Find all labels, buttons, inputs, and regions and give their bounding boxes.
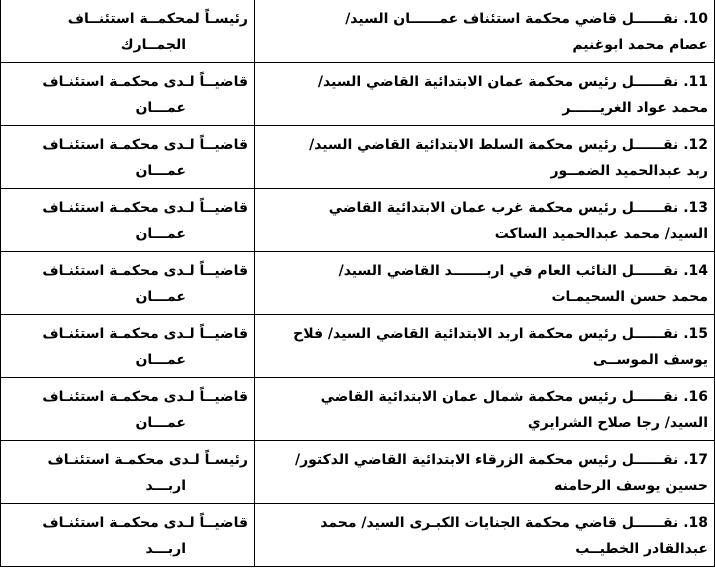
court-location: عمـــان bbox=[135, 352, 186, 368]
new-position: قاضيــاً لـدى محكمـة استئنـاف bbox=[42, 263, 248, 279]
transfer-description-line: 16. نقــــــل رئيس محكمة شمال عمان الابتدائية القاضي bbox=[320, 389, 708, 405]
transfer-description-line: 12. نقــــــل رئيس محكمة السلط الابتدائية القاضي السيد/ bbox=[309, 137, 708, 153]
judge-name: حسين يوسف الرحامنه bbox=[554, 478, 708, 494]
new-position: قاضيــاً لـدى محكمـة استئنـاف bbox=[42, 74, 248, 90]
transfer-description-line: 10. نقــــــل قاضي محكمة استئناف عمــــــان السيد/ bbox=[345, 11, 708, 27]
table-row bbox=[1, 441, 715, 504]
transfer-description-line: 11. نقــــــل رئيس محكمة عمان الابتدائية القاضي السيد/ bbox=[317, 74, 708, 90]
new-position: قاضيــاً لـدى محكمـة استئنـاف bbox=[42, 200, 248, 216]
new-position: قاضيــاً لـدى محكمـة استئنـاف bbox=[42, 137, 248, 153]
transfer-description-cell bbox=[255, 504, 715, 567]
new-position-cell bbox=[1, 315, 255, 378]
table-row bbox=[1, 315, 715, 378]
court-location: عمـــان bbox=[135, 163, 186, 179]
item-number: 18. bbox=[683, 515, 708, 531]
transfer-description-line: 14. نقــــــل النائب العام في اربـــــــد القاضي السيد/ bbox=[338, 263, 708, 279]
new-position-cell bbox=[1, 504, 255, 567]
transfer-description-cell bbox=[255, 252, 715, 315]
item-number: 16. bbox=[683, 389, 708, 405]
judge-name: يوسف الموســى bbox=[592, 352, 708, 368]
court-location: عمـــان bbox=[135, 226, 186, 242]
transfer-description-line: 18. نقــــــل قاضي محكمة الجنايات الكبـرى السيد/ محمد bbox=[320, 515, 708, 531]
item-number: 17. bbox=[683, 452, 708, 468]
item-number: 13. bbox=[683, 200, 708, 216]
item-number: 11. bbox=[683, 74, 708, 90]
new-position: قاضيــاً لـدى محكمـة استئنـاف bbox=[42, 389, 248, 405]
new-position: رئيسـاً لـدى محكمـة استئنـاف bbox=[47, 452, 248, 468]
judge-name: السيد/ رجا صلاح الشرايري bbox=[527, 415, 708, 431]
court-location: عمـــان bbox=[135, 289, 186, 305]
new-position-cell bbox=[1, 378, 255, 441]
table-row bbox=[1, 63, 715, 126]
transfer-description-cell bbox=[255, 126, 715, 189]
new-position-cell bbox=[1, 252, 255, 315]
transfer-description-cell bbox=[255, 315, 715, 378]
item-number: 12. bbox=[683, 137, 708, 153]
court-location: اربـــد bbox=[145, 478, 186, 494]
court-location: عمـــان bbox=[135, 415, 186, 431]
new-position: رئيسـاً لمحكمــة استئنــاف bbox=[67, 11, 248, 27]
new-position: قاضيــاً لـدى محكمـة استئنـاف bbox=[42, 326, 248, 342]
judge-name: عبدالقادر الخطيــب bbox=[575, 541, 708, 557]
court-location: اربـــد bbox=[145, 541, 186, 557]
table-row bbox=[1, 378, 715, 441]
judge-name: ربد عبدالحميد الضمــور bbox=[550, 163, 708, 179]
transfer-description-cell bbox=[255, 63, 715, 126]
new-position-cell bbox=[1, 189, 255, 252]
item-number: 15. bbox=[683, 326, 708, 342]
table-row bbox=[1, 252, 715, 315]
table-row bbox=[1, 189, 715, 252]
new-position-cell bbox=[1, 126, 255, 189]
item-number: 14. bbox=[683, 263, 708, 279]
transfer-description-line: 13. نقــــــل رئيس محكمة غرب عمان الابتدائية القاضي bbox=[328, 200, 708, 216]
court-location: عمـــان bbox=[135, 100, 186, 116]
new-position: قاضيــاً لـدى محكمـة استئنـاف bbox=[42, 515, 248, 531]
transfer-description-line: 17. نقــــــل رئيس محكمة الزرقاء الابتدائية القاضي الدكتور/ bbox=[294, 452, 708, 468]
judge-name: عصام محمد ابوغنيم bbox=[572, 37, 708, 53]
new-position-cell bbox=[1, 0, 255, 63]
item-number: 10. bbox=[683, 11, 708, 27]
transfer-description-cell bbox=[255, 378, 715, 441]
judge-name: محمد حسن السحيمـات bbox=[551, 289, 708, 305]
table-row bbox=[1, 0, 715, 63]
judge-name: السيد/ محمد عبدالحميد الساكت bbox=[494, 226, 708, 242]
judge-name: محمد عواد الغريــــــر bbox=[562, 100, 708, 116]
transfer-description-line: 15. نقــــــل رئيس محكمة اربد الابتدائية القاضي السيد/ فلاح bbox=[293, 326, 708, 342]
transfer-description-cell bbox=[255, 441, 715, 504]
transfer-description-cell bbox=[255, 0, 715, 63]
new-position-cell bbox=[1, 441, 255, 504]
new-position-cell bbox=[1, 63, 255, 126]
transfer-description-cell bbox=[255, 189, 715, 252]
table-row bbox=[1, 126, 715, 189]
table-row bbox=[1, 504, 715, 567]
court-location: الجمــارك bbox=[120, 37, 186, 53]
